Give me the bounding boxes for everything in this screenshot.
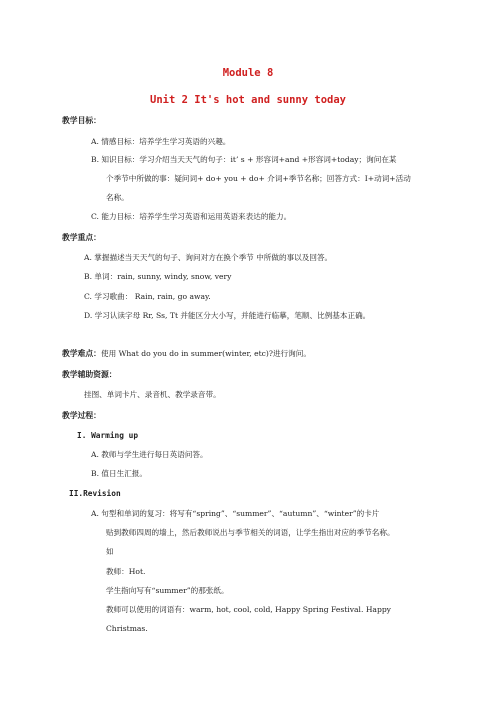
revision-a-line6: 教师可以使用的词语有：warm, hot, cool, cold, Happy Spring Festival. Happy — [106, 605, 391, 614]
revision-a-line4: 教师：Hot. — [106, 567, 146, 576]
revision-a-line1: A. 句型和单词的复习：将写有“spring”、“summer”、“autumn”、“winter”的卡片 — [91, 509, 380, 518]
revision-a-line3: 如 — [106, 547, 114, 556]
goal-b-line2: 个季节中所做的事：疑问词+ do+ you + do+ 介词+季节名称；回答方式：I+动词+活动 — [106, 174, 411, 183]
revision-a-line5: 学生指向写有“summer”的那张纸。 — [106, 586, 229, 595]
goal-a: A. 情感目标：培养学生学习英语的兴趣。 — [91, 137, 231, 146]
unit-title: Unit 2 It's hot and sunny today — [150, 94, 346, 106]
revision-a-line2: 贴到教师四周的墙上，然后教师说出与季节相关的词语，让学生指出对应的季节名称。 — [106, 528, 395, 537]
key-point-c: C. 学习歌曲： Rain, rain, go away. — [84, 292, 211, 301]
difficulty-text: 使用 What do you do in summer(winter, etc)?进行询问。 — [100, 349, 311, 358]
resources-heading: 教学辅助资源： — [62, 370, 117, 379]
difficulty-heading: 教学难点： — [62, 349, 101, 358]
module-title: Module 8 — [222, 67, 274, 79]
key-point-b: B. 单词：rain, sunny, windy, snow, very — [84, 272, 232, 281]
goal-c: C. 能力目标：培养学生学习英语和运用英语来表达的能力。 — [91, 212, 292, 221]
process-heading: 教学过程： — [62, 411, 101, 420]
difficulty-line — [62, 349, 311, 359]
section-warming-up: I. Warming up — [77, 431, 139, 440]
goal-b-line1: B. 知识目标：学习介绍当天天气的句子：it’ s + 形容词+and +形容词+today；询问在某 — [91, 155, 397, 164]
revision-a-line7: Christmas. — [106, 624, 148, 633]
resources-text: 挂图、单词卡片、录音机、教学录音带。 — [84, 390, 221, 399]
key-point-d: D. 学习认读字母 Rr, Ss, Tt 并能区分大小写，并能进行临摹，笔顺、比例基本正确。 — [84, 311, 371, 320]
section-revision: II.Revision — [69, 489, 121, 498]
warming-up-a: A. 教师与学生进行每日英语问答。 — [91, 450, 208, 459]
warming-up-b: B. 值日生汇报。 — [91, 469, 147, 478]
goal-b-line3: 名称。 — [106, 193, 129, 202]
goals-heading: 教学目标： — [62, 116, 101, 125]
key-points-heading: 教学重点： — [62, 233, 101, 242]
key-point-a: A. 掌握描述当天天气的句子、询问对方在换个季节 中所做的事以及回答。 — [84, 253, 333, 262]
